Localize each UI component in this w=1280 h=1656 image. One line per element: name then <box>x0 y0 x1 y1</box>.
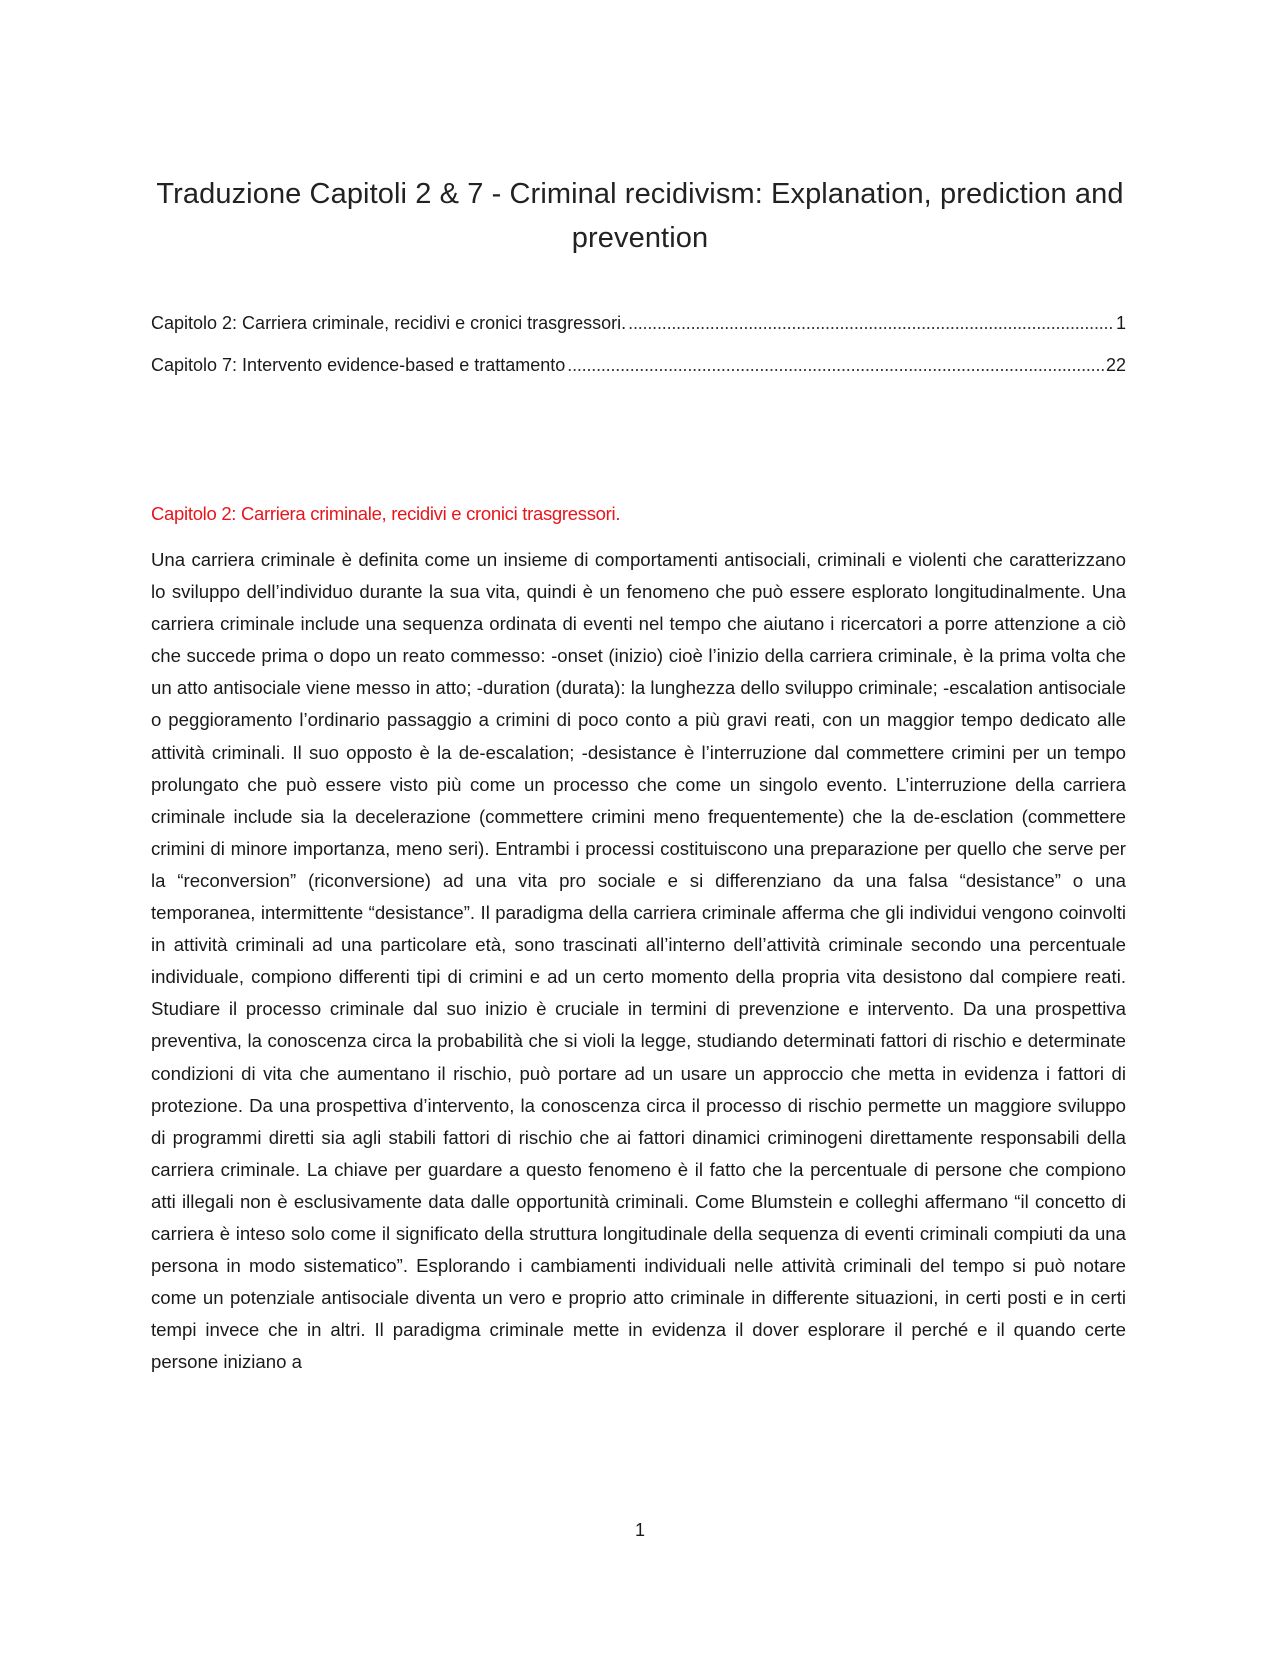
toc-entry-page: 1 <box>1115 313 1126 333</box>
toc-entry-chapter-2[interactable] <box>151 311 1126 353</box>
toc-entry-label: Capitolo 2: Carriera criminale, recidivi e cronici trasgressori. <box>151 313 627 333</box>
toc-entry-label: Capitolo 7: Intervento evidence-based e trattamento <box>151 355 566 375</box>
body-paragraph: Una carriera criminale è definita come un insieme di comportamenti antisociali, criminali e violenti che caratterizzano lo sviluppo dell’individuo durante la sua vita, quindi è un fenomeno che può essere esplorato longitudinalmente. Una carriera criminale include una sequenza ordinata di eventi nel tempo che aiutano i ricercatori a porre attenzione a ciò che succede prima o dopo un reato commesso: -onset (inizio) cioè l’inizio della carriera criminale, è la prima volta che un atto antisociale viene messo in atto; -duration (durata): la lunghezza dello sviluppo criminale; -escalation antisociale o peggioramento l’ordinario passaggio a crimini di poco conto a più gravi reati, con un maggior tempo dedicato alle attività criminali. Il suo opposto è la de-escalation; -desistance è l’interruzione dal commettere crimini per un tempo prolungato che può essere visto più come un processo che come un singolo evento. L’interruzione della carriera criminale include sia la decelerazione (commettere crimini meno frequentemente) che la de-esclation (commettere crimini di minore importanza, meno seri). Entrambi i processi costituiscono una preparazione per quello che serve per la “reconversion” (riconversione) ad una vita pro sociale e si differenziano da una falsa “desistance” o una temporanea, intermittente “desistance”. Il paradigma della carriera criminale afferma che gli individui vengono coinvolti in attività criminali ad una particolare età, sono trascinati all’interno dell’attività criminale secondo una percentuale individuale, compiono differenti tipi di crimini e ad un certo momento della propria vita desistono dal compiere reati. Studiare il processo criminale dal suo inizio è cruciale in termini di prevenzione e intervento. Da una prospettiva preventiva, la conoscenza circa la probabilità che si violi la legge, studiando determinati fattori di rischio e determinate condizioni di vita che aumentano il rischio, può portare ad un usare un approccio che metta in evidenza i fattori di protezione. Da una prospettiva d’intervento, la conoscenza circa il processo di rischio permette un maggiore sviluppo di programmi diretti sia agli stabili fattori di rischio che ai fattori dinamici criminogeni direttamente responsabili della carriera criminale. La chiave per guardare a questo fenomeno è il fatto che la percentuale di persone che compiono atti illegali non è esclusivamente data dalle opportunità criminali. Come Blumstein e colleghi affermano “il concetto di carriera è inteso solo come il significato della struttura longitudinale della sequenza di eventi criminali compiuti da una persona in modo sistematico”. Esplorando i cambiamenti individuali nelle attività criminali del tempo si può notare come un potenziale antisociale diventa un vero e proprio atto criminale in differente situazioni, in certi posti e in certi tempi invece che in altri. Il paradigma criminale mette in evidenza il dover esplorare il perché e il quando certe persone iniziano a <box>151 549 1126 1373</box>
document-title: Traduzione Capitoli 2 & 7 - Criminal recidivism: Explanation, prediction and prevention <box>156 178 1124 254</box>
toc-dot-leader <box>567 353 1104 377</box>
toc-dot-leader <box>628 311 1114 335</box>
chapter-heading: Capitolo 2: Carriera criminale, recidivi e cronici trasgressori. <box>151 503 621 524</box>
page-number: 1 <box>634 1520 645 1540</box>
toc-entry-chapter-7[interactable] <box>151 353 1126 395</box>
table-of-contents <box>151 311 1126 395</box>
toc-entry-page: 22 <box>1105 355 1126 375</box>
